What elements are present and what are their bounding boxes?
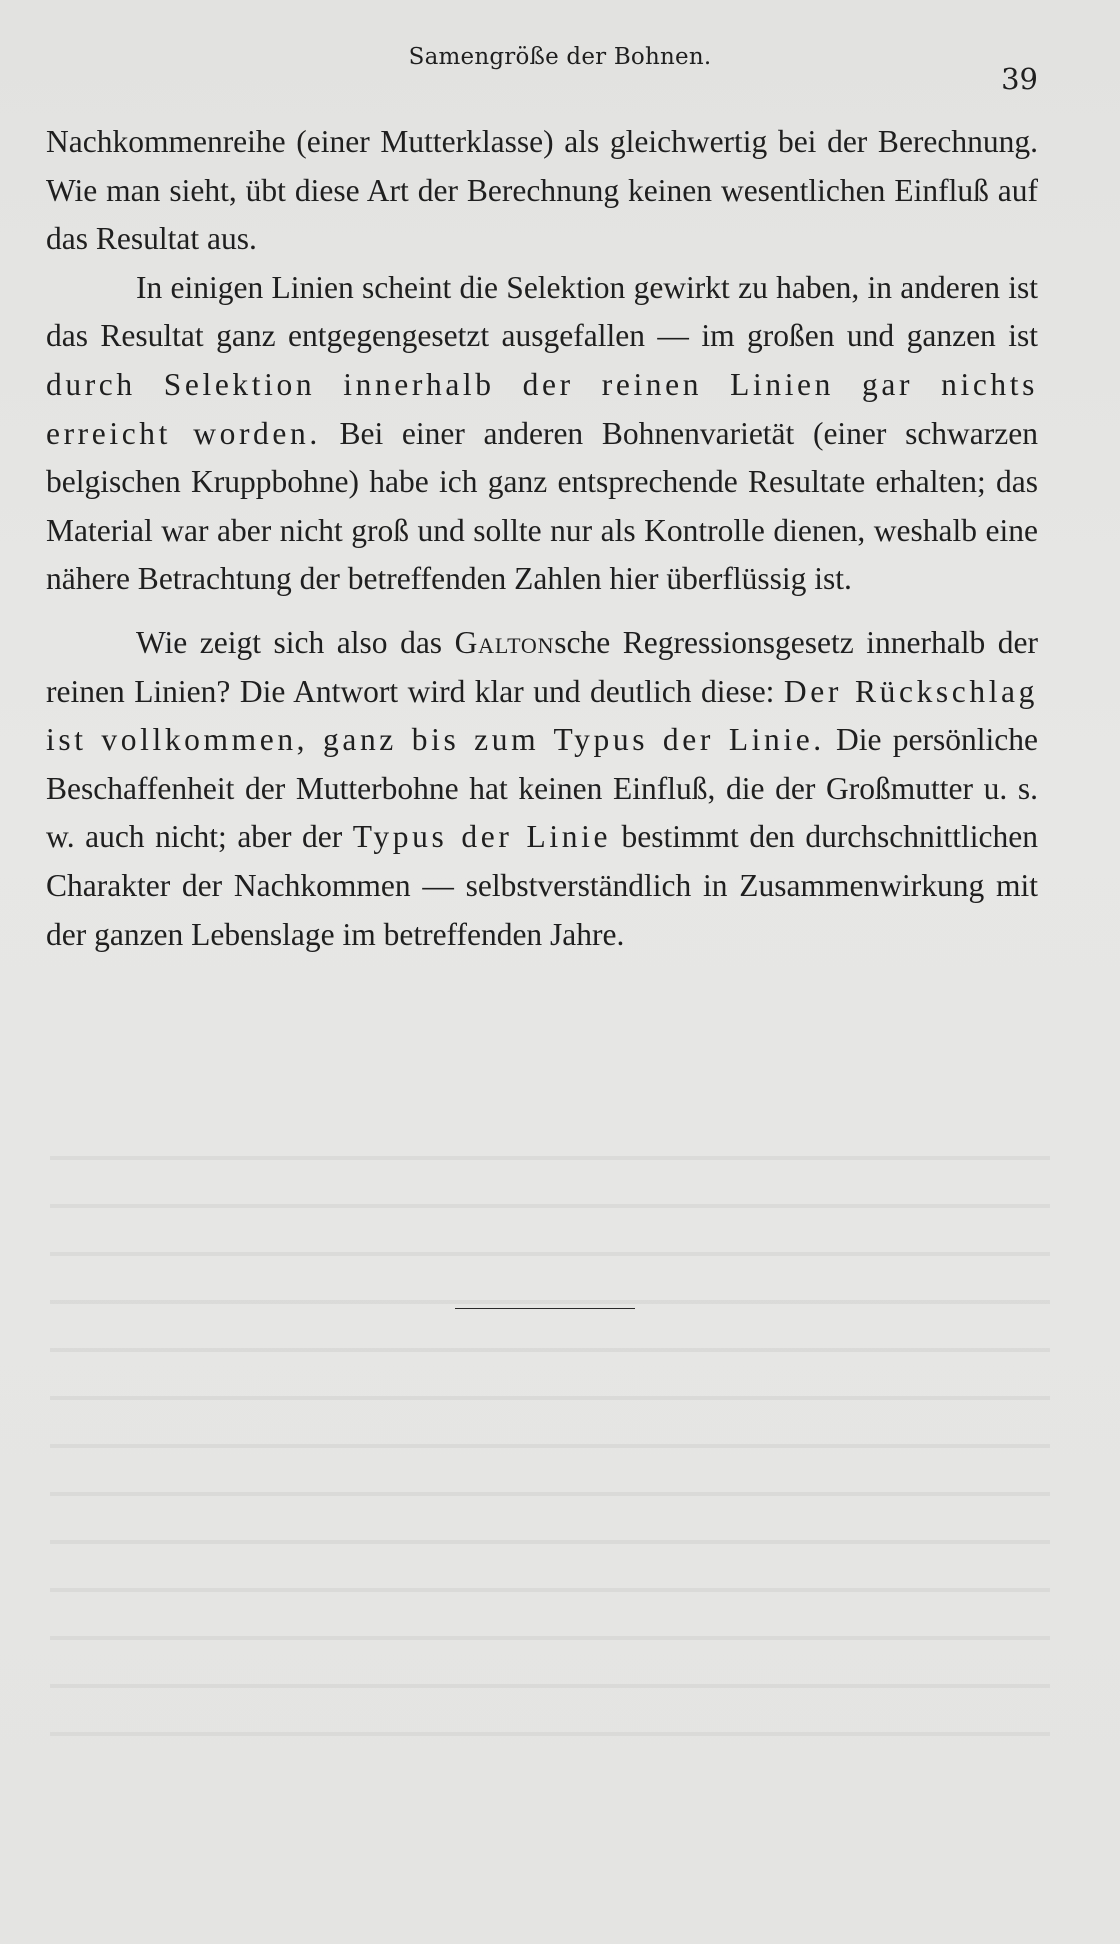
paragraph-1: Nachkommenreihe (einer Mutterklasse) als gleichwertig bei der Berechnung. Wie man sieht, übt diese Art der Berechnung keinen wesentlichen Einfluß auf das Resultat aus. bbox=[46, 124, 1038, 257]
show-through-text-shadow bbox=[50, 1130, 1050, 1780]
emphasis-regression-statement: Der Rückschlag ist vollkommen, ganz bis zum Typus der Linie. bbox=[46, 673, 1038, 758]
running-head-title: Samengröße der Bohnen. bbox=[408, 44, 712, 70]
name-galton: Galton bbox=[454, 624, 555, 660]
paragraph-3-text-b: sche Regressionsgesetz innerhalb der reinen Linien? Die Antwort wird klar und deutlich diese: bbox=[46, 624, 1038, 709]
page-number: 39 bbox=[1001, 62, 1038, 96]
paragraph-2-text-b: Bei einer anderen Bohnenvarietät (einer schwarzen belgischen Kruppbohne) habe ich ganz entsprechende Resultate erhalten; das Material war aber nicht groß und sollte nur als Kontrolle dienen, weshalb eine nähere Betrachtung der betreffenden Zahlen hier überflüssig ist. bbox=[46, 415, 1038, 597]
emphasis-typus-der-linie: Typus der Linie bbox=[352, 819, 612, 855]
paragraph-2-text-a: In einigen Linien scheint die Selektion gewirkt zu haben, in anderen ist das Resultat ganz entgegengesetzt ausgefallen — im großen und ganzen ist bbox=[46, 269, 1038, 354]
paragraph-3 bbox=[46, 619, 1038, 959]
paragraph-3-text-a: Wie zeigt sich also das bbox=[136, 624, 455, 660]
section-end-rule bbox=[455, 1308, 635, 1309]
paragraph-2 bbox=[46, 264, 1038, 604]
paragraph-3-text-c: Die persönliche Beschaffenheit der Mutterbohne hat keinen Einfluß, die der Großmutter u. s. w. auch nicht; aber der bbox=[46, 722, 1038, 855]
paragraph-3-text-d: bestimmt den durchschnittlichen Charakter der Nachkommen — selbstverständlich in Zusammenwirkung mit der ganzen Lebenslage im betreffenden Jahre. bbox=[46, 819, 1038, 952]
emphasis-selection-result: durch Selektion innerhalb der reinen Linien gar nichts erreicht worden. bbox=[46, 366, 1038, 451]
body-text bbox=[46, 118, 1038, 959]
